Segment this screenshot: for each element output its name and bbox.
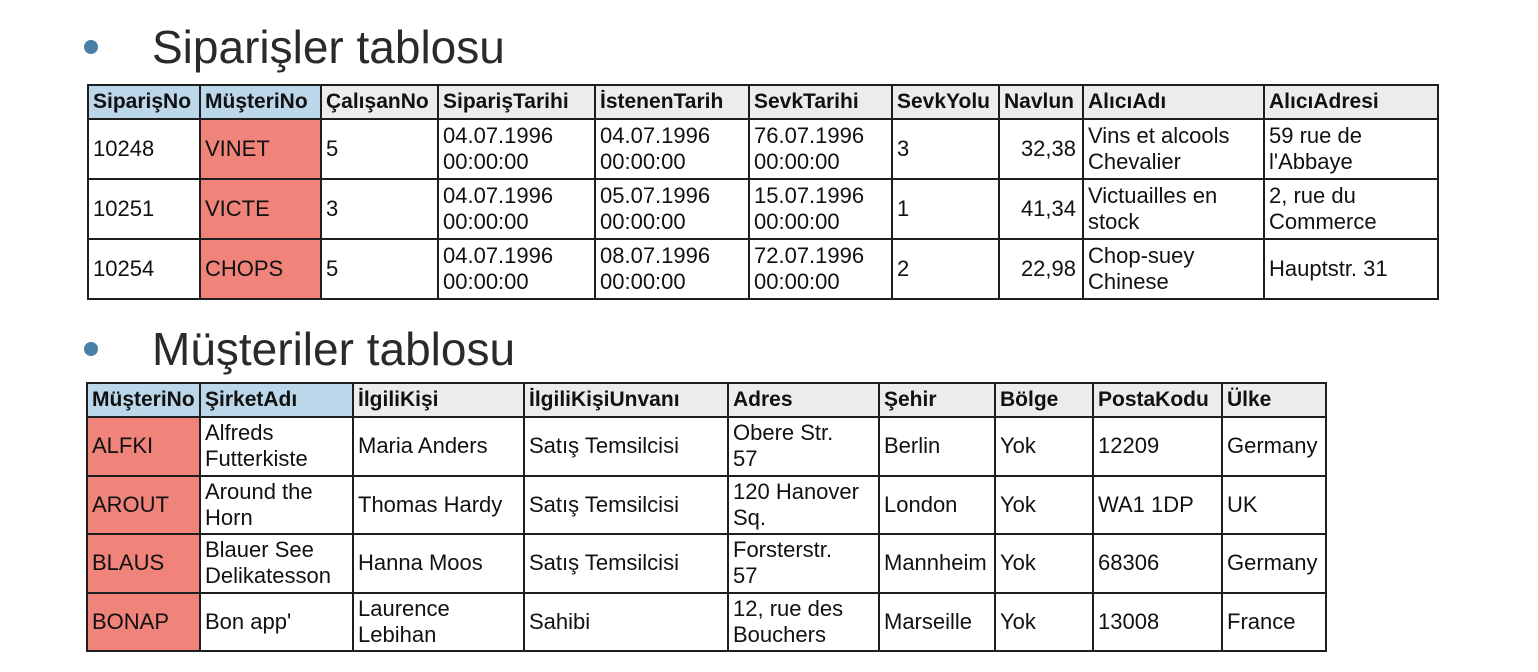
cell-alici-adi: Chop-suey Chinese bbox=[1083, 239, 1264, 299]
cell-sehir: London bbox=[879, 476, 995, 535]
cell-sevk-yolu: 2 bbox=[892, 239, 999, 299]
cell-sevk-tarihi: 76.07.1996 00:00:00 bbox=[749, 119, 892, 179]
cell-musteri-no: CHOPS bbox=[200, 239, 321, 299]
table-row bbox=[88, 179, 1438, 239]
cell-ilgili-kisi: Hanna Moos bbox=[353, 534, 524, 593]
cell-musteri-no: BLAUS bbox=[87, 534, 200, 593]
cell-sevk-yolu: 3 bbox=[892, 119, 999, 179]
table-row bbox=[87, 593, 1326, 652]
cell-calisan-no: 5 bbox=[321, 119, 438, 179]
column-header: PostaKodu bbox=[1093, 383, 1222, 417]
column-header: Navlun bbox=[999, 85, 1083, 119]
column-header: İstenenTarih bbox=[595, 85, 749, 119]
cell-bolge: Yok bbox=[995, 593, 1093, 652]
cell-navlun: 22,98 bbox=[999, 239, 1083, 299]
cell-ilgili-kisi: Laurence Lebihan bbox=[353, 593, 524, 652]
cell-istenen-tarih: 08.07.1996 00:00:00 bbox=[595, 239, 749, 299]
cell-ulke: France bbox=[1222, 593, 1326, 652]
cell-navlun: 41,34 bbox=[999, 179, 1083, 239]
cell-sirket-adi: Alfreds Futterkiste bbox=[200, 417, 353, 476]
cell-adres: Obere Str. 57 bbox=[728, 417, 879, 476]
cell-ulke: Germany bbox=[1222, 534, 1326, 593]
cell-sevk-yolu: 1 bbox=[892, 179, 999, 239]
cell-unvan: Sahibi bbox=[524, 593, 728, 652]
cell-sehir: Mannheim bbox=[879, 534, 995, 593]
cell-istenen-tarih: 05.07.1996 00:00:00 bbox=[595, 179, 749, 239]
column-header: SiparişNo bbox=[88, 85, 200, 119]
cell-calisan-no: 3 bbox=[321, 179, 438, 239]
cell-ulke: UK bbox=[1222, 476, 1326, 535]
cell-siparis-no: 10248 bbox=[88, 119, 200, 179]
cell-calisan-no: 5 bbox=[321, 239, 438, 299]
orders-title: Siparişler tablosu bbox=[152, 21, 505, 73]
cell-alici-adresi: Hauptstr. 31 bbox=[1264, 239, 1438, 299]
cell-ulke: Germany bbox=[1222, 417, 1326, 476]
column-header: ÇalışanNo bbox=[321, 85, 438, 119]
table-row bbox=[87, 476, 1326, 535]
customers-title: Müşteriler tablosu bbox=[152, 323, 516, 375]
orders-heading bbox=[84, 21, 505, 73]
column-header: Ülke bbox=[1222, 383, 1326, 417]
cell-sevk-tarihi: 72.07.1996 00:00:00 bbox=[749, 239, 892, 299]
column-header: SiparişTarihi bbox=[438, 85, 595, 119]
cell-alici-adi: Vins et alcools Chevalier bbox=[1083, 119, 1264, 179]
table-row bbox=[87, 534, 1326, 593]
cell-sirket-adi: Bon app' bbox=[200, 593, 353, 652]
orders-header-row bbox=[88, 85, 1438, 119]
column-header: SevkTarihi bbox=[749, 85, 892, 119]
column-header: İlgiliKişiUnvanı bbox=[524, 383, 728, 417]
customers-heading bbox=[84, 323, 516, 375]
cell-bolge: Yok bbox=[995, 534, 1093, 593]
bullet-icon bbox=[84, 40, 98, 54]
cell-musteri-no: VINET bbox=[200, 119, 321, 179]
bullet-icon bbox=[84, 342, 98, 356]
column-header: MüşteriNo bbox=[200, 85, 321, 119]
cell-posta-kodu: 68306 bbox=[1093, 534, 1222, 593]
cell-posta-kodu: WA1 1DP bbox=[1093, 476, 1222, 535]
orders-table bbox=[87, 84, 1439, 300]
column-header: SevkYolu bbox=[892, 85, 999, 119]
cell-sirket-adi: Around the Horn bbox=[200, 476, 353, 535]
cell-ilgili-kisi: Maria Anders bbox=[353, 417, 524, 476]
cell-alici-adresi: 2, rue du Commerce bbox=[1264, 179, 1438, 239]
column-header: Adres bbox=[728, 383, 879, 417]
cell-siparis-no: 10251 bbox=[88, 179, 200, 239]
cell-musteri-no: BONAP bbox=[87, 593, 200, 652]
cell-posta-kodu: 12209 bbox=[1093, 417, 1222, 476]
customers-header-row bbox=[87, 383, 1326, 417]
column-header: Şehir bbox=[879, 383, 995, 417]
cell-ilgili-kisi: Thomas Hardy bbox=[353, 476, 524, 535]
cell-istenen-tarih: 04.07.1996 00:00:00 bbox=[595, 119, 749, 179]
cell-musteri-no: AROUT bbox=[87, 476, 200, 535]
cell-navlun: 32,38 bbox=[999, 119, 1083, 179]
table-row bbox=[88, 119, 1438, 179]
cell-adres: 12, rue des Bouchers bbox=[728, 593, 879, 652]
cell-bolge: Yok bbox=[995, 417, 1093, 476]
cell-siparis-tarihi: 04.07.1996 00:00:00 bbox=[438, 239, 595, 299]
table-row bbox=[87, 417, 1326, 476]
customers-table bbox=[86, 382, 1327, 652]
cell-posta-kodu: 13008 bbox=[1093, 593, 1222, 652]
cell-sevk-tarihi: 15.07.1996 00:00:00 bbox=[749, 179, 892, 239]
cell-adres: Forsterstr. 57 bbox=[728, 534, 879, 593]
cell-siparis-tarihi: 04.07.1996 00:00:00 bbox=[438, 179, 595, 239]
column-header: AlıcıAdresi bbox=[1264, 85, 1438, 119]
cell-unvan: Satış Temsilcisi bbox=[524, 534, 728, 593]
column-header: ŞirketAdı bbox=[200, 383, 353, 417]
column-header: İlgiliKişi bbox=[353, 383, 524, 417]
cell-sehir: Marseille bbox=[879, 593, 995, 652]
cell-unvan: Satış Temsilcisi bbox=[524, 417, 728, 476]
cell-siparis-no: 10254 bbox=[88, 239, 200, 299]
cell-bolge: Yok bbox=[995, 476, 1093, 535]
cell-alici-adresi: 59 rue de l'Abbaye bbox=[1264, 119, 1438, 179]
cell-unvan: Satış Temsilcisi bbox=[524, 476, 728, 535]
cell-alici-adi: Victuailles en stock bbox=[1083, 179, 1264, 239]
table-row bbox=[88, 239, 1438, 299]
column-header: MüşteriNo bbox=[87, 383, 200, 417]
cell-siparis-tarihi: 04.07.1996 00:00:00 bbox=[438, 119, 595, 179]
cell-musteri-no: ALFKI bbox=[87, 417, 200, 476]
column-header: AlıcıAdı bbox=[1083, 85, 1264, 119]
column-header: Bölge bbox=[995, 383, 1093, 417]
cell-sehir: Berlin bbox=[879, 417, 995, 476]
cell-adres: 120 Hanover Sq. bbox=[728, 476, 879, 535]
cell-sirket-adi: Blauer See Delikatesson bbox=[200, 534, 353, 593]
cell-musteri-no: VICTE bbox=[200, 179, 321, 239]
